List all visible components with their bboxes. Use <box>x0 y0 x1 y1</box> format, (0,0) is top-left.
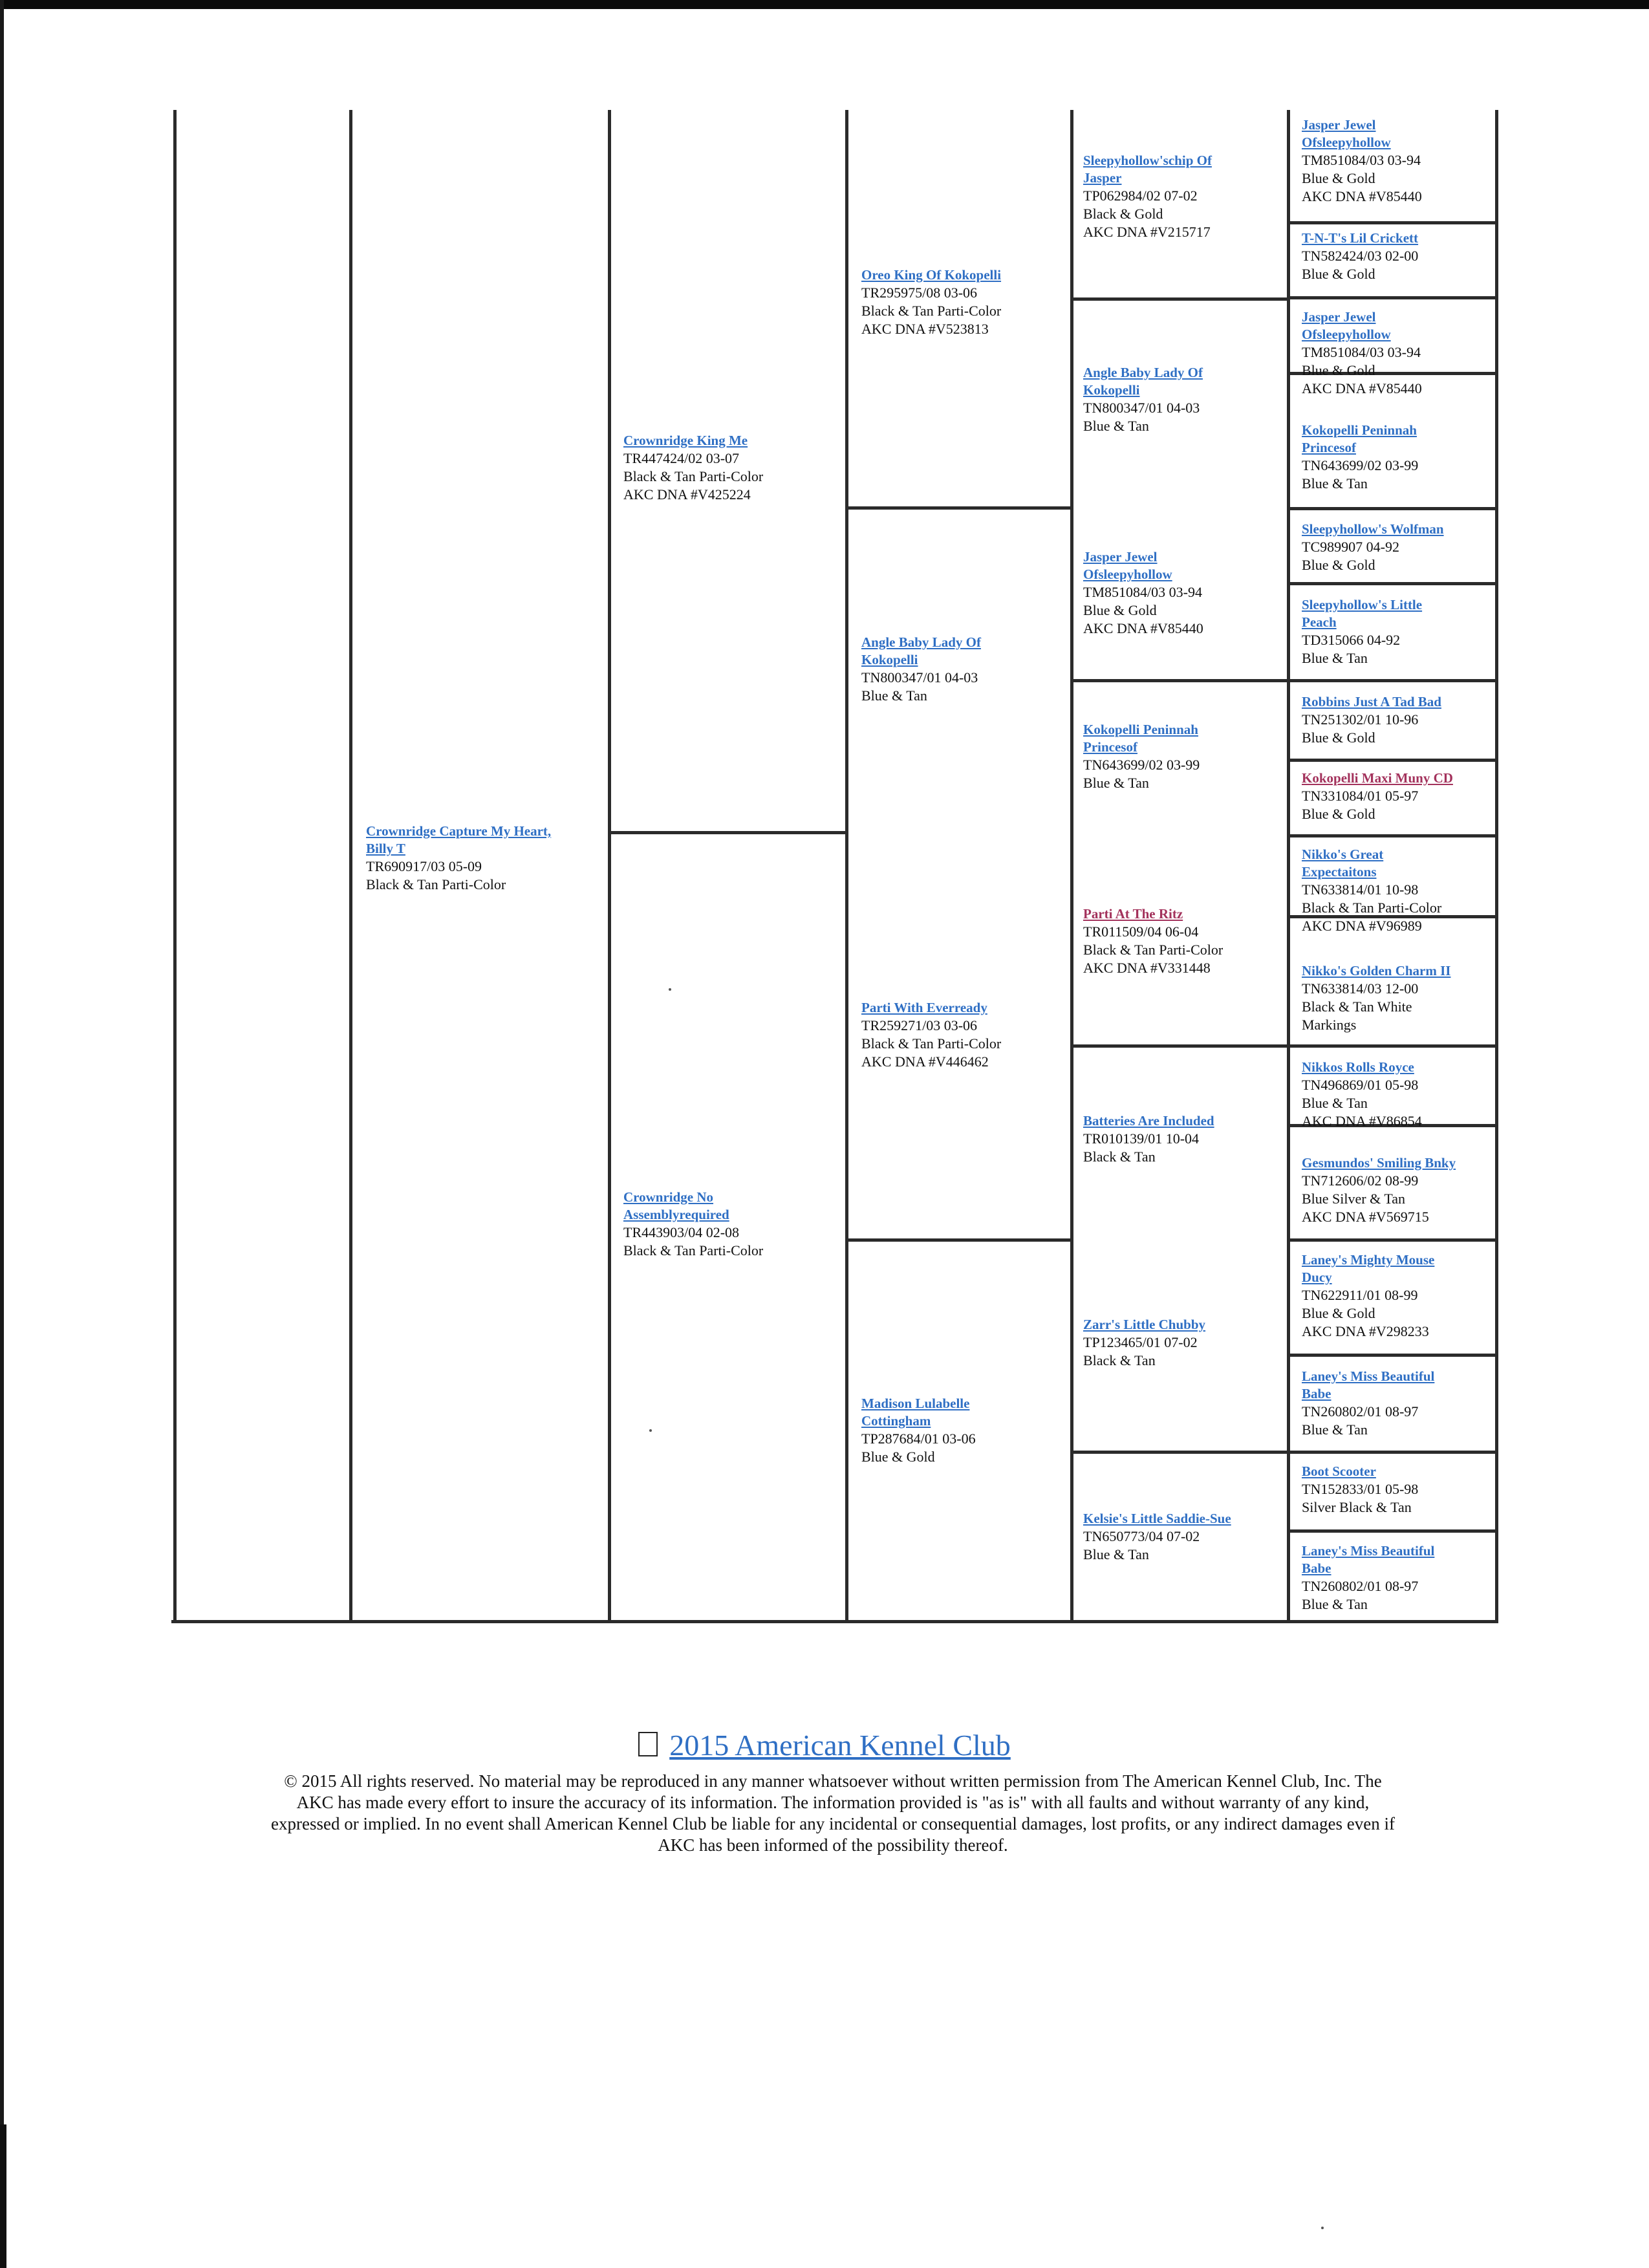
grid-horizontal-line <box>1287 582 1498 585</box>
pedigree-entry <box>1302 422 1418 493</box>
dog-detail-line: TN152833/01 05-98 <box>1302 1481 1419 1497</box>
dog-detail-line: Black & Tan Parti-Color <box>623 1242 764 1258</box>
dog-detail-line: Black & Tan Parti-Color <box>623 468 764 484</box>
dog-name-link[interactable]: Princesof <box>1302 440 1356 455</box>
dog-detail-line: Black & Tan <box>1083 1352 1156 1368</box>
dog-name-link[interactable]: Babe <box>1302 1561 1331 1576</box>
pedigree-entry <box>1302 1059 1422 1130</box>
dog-detail-line: AKC DNA #V215717 <box>1083 224 1211 240</box>
dog-name-link[interactable]: Assemblyrequired <box>623 1207 729 1222</box>
grid-horizontal-line <box>845 1238 1073 1242</box>
grid-horizontal-line <box>1070 1451 1290 1454</box>
pedigree-entry <box>1083 152 1212 241</box>
dog-detail-line: AKC DNA #V96989 <box>1302 918 1422 934</box>
dog-detail-line: TR443903/04 02-08 <box>623 1224 740 1240</box>
grid-horizontal-line <box>1070 297 1290 301</box>
dog-name-link[interactable]: Crownridge Capture My Heart, <box>366 823 552 839</box>
dog-detail-line: TN800347/01 04-03 <box>1083 400 1200 416</box>
dog-name-link[interactable]: Batteries Are Included <box>1083 1113 1214 1129</box>
dog-detail-line: TN643699/02 03-99 <box>1302 457 1419 473</box>
footer-title <box>0 1728 1649 1762</box>
dog-detail-line: AKC DNA #V85440 <box>1302 380 1422 396</box>
pedigree-entry-col1 <box>366 823 551 894</box>
grid-vertical-line <box>845 110 848 1620</box>
registration-number: TR690917/03 05-09 <box>366 858 482 874</box>
dog-name-link[interactable]: Kokopelli <box>1083 382 1140 398</box>
pedigree-entry <box>1302 1154 1456 1226</box>
dog-name-link[interactable]: Expectaitons <box>1302 864 1377 880</box>
scan-top-edge <box>0 0 1649 9</box>
dog-detail-line: Blue & Tan <box>1302 1596 1368 1612</box>
dog-detail-line: Black & Tan Parti-Color <box>1302 900 1442 916</box>
dog-detail-line: TR447424/02 03-07 <box>623 450 740 466</box>
dog-name-link[interactable]: Sleepyhollow'schip Of <box>1083 153 1212 168</box>
dog-detail-line: TN582424/03 02-00 <box>1302 248 1419 264</box>
dog-name-link[interactable]: Oreo King Of Kokopelli <box>861 267 1002 283</box>
pedigree-entry <box>623 432 763 504</box>
dog-detail-line: TN251302/01 10-96 <box>1302 711 1419 728</box>
grid-horizontal-line <box>1287 1354 1498 1357</box>
pedigree-entry <box>1083 721 1200 792</box>
grid-horizontal-line <box>1287 507 1498 510</box>
dog-detail-line: Black & Tan Parti-Color <box>1083 942 1223 958</box>
dog-detail-line: TR010139/01 10-04 <box>1083 1130 1200 1147</box>
dog-detail-line: TN712606/02 08-99 <box>1302 1172 1419 1189</box>
dog-name-link[interactable]: Laney's Miss Beautiful <box>1302 1543 1435 1559</box>
grid-vertical-line <box>608 110 611 1620</box>
dog-detail-line: AKC DNA #V86854 <box>1302 1113 1422 1129</box>
disclaimer-line: AKC has been informed of the possibility thereof. <box>658 1835 1008 1855</box>
dog-name-link-cont[interactable]: Billy T <box>366 841 405 856</box>
grid-horizontal-line <box>171 1620 1498 1623</box>
pedigree-entry <box>1083 905 1223 977</box>
dog-detail-line: Blue & Gold <box>1302 806 1375 822</box>
grid-horizontal-line <box>1287 1451 1498 1454</box>
dog-detail-line: Blue & Gold <box>1302 362 1375 378</box>
dog-detail-line: TP123465/01 07-02 <box>1083 1334 1198 1350</box>
dog-name-link[interactable]: Jasper Jewel <box>1083 549 1158 565</box>
dog-name-link[interactable]: Zarr's Little Chubby <box>1083 1317 1206 1332</box>
dog-detail-line: TM851084/03 03-94 <box>1302 344 1421 360</box>
dog-detail-line: Blue & Tan <box>1083 418 1149 434</box>
pedigree-entry <box>1302 770 1453 823</box>
dog-name-link[interactable]: Laney's Miss Beautiful <box>1302 1368 1435 1384</box>
dog-name-link[interactable]: Nikkos Rolls Royce <box>1302 1059 1414 1075</box>
scan-speck <box>649 1429 652 1432</box>
dog-detail-line: AKC DNA #V425224 <box>623 486 751 502</box>
pedigree-entry <box>1302 962 1450 1034</box>
dog-detail-line: Blue & Tan <box>1083 1546 1149 1562</box>
dog-name-link[interactable]: Gesmundos' Smiling Bnky <box>1302 1155 1456 1171</box>
grid-horizontal-line <box>1287 679 1498 682</box>
pedigree-entry <box>1302 1368 1434 1439</box>
pedigree-entry <box>1302 693 1441 747</box>
pedigree-entry <box>861 266 1001 338</box>
pedigree-entry <box>861 1395 976 1466</box>
grid-horizontal-line <box>1287 1044 1498 1048</box>
dog-detail-line: Blue & Tan <box>1302 1095 1368 1111</box>
dog-detail-line: TN622911/01 08-99 <box>1302 1287 1418 1303</box>
dog-detail-line: TN496869/01 05-98 <box>1302 1077 1419 1093</box>
dog-name-link[interactable]: Parti With Everready <box>861 1000 987 1015</box>
dog-name-link[interactable]: Madison Lulabelle <box>861 1396 970 1411</box>
grid-horizontal-line <box>1287 759 1498 762</box>
dog-detail-line: TR295975/08 03-06 <box>861 285 978 301</box>
grid-horizontal-line <box>1287 1238 1498 1242</box>
dog-detail-line: Blue & Tan <box>1302 475 1368 491</box>
scan-left-edge-lower <box>0 2124 6 2268</box>
grid-horizontal-line <box>1287 834 1498 837</box>
dog-detail-line: TM851084/03 03-94 <box>1083 584 1202 600</box>
grid-horizontal-line <box>1287 221 1498 224</box>
dog-detail-line: Black & Tan Parti-Color <box>861 1035 1002 1052</box>
dog-detail-line: TP062984/02 07-02 <box>1083 188 1198 204</box>
dog-detail-line: Blue & Tan <box>1083 775 1149 791</box>
dog-detail-line: TM851084/03 03-94 <box>1302 152 1421 168</box>
dog-detail-line: AKC DNA #V523813 <box>861 321 989 337</box>
pedigree-entry <box>1302 521 1444 574</box>
dog-detail-line: TN633814/03 12-00 <box>1302 980 1419 997</box>
grid-horizontal-line <box>1070 679 1290 682</box>
dog-name-link[interactable]: Boot Scooter <box>1302 1463 1376 1479</box>
dog-detail-line: Blue & Gold <box>1302 729 1375 746</box>
dog-detail-line: TD315066 04-92 <box>1302 632 1401 648</box>
scan-speck <box>669 988 671 991</box>
dog-name-link[interactable]: Ofsleepyhollow <box>1302 135 1391 150</box>
dog-detail-line: TR259271/03 03-06 <box>861 1017 978 1033</box>
pedigree-entry <box>1083 548 1203 638</box>
dog-detail-line: Blue & Gold <box>861 1449 935 1465</box>
dog-detail-line: AKC DNA #V446462 <box>861 1053 989 1070</box>
dog-name-link[interactable]: Angle Baby Lady Of <box>1083 365 1203 380</box>
dog-name-link[interactable]: Robbins Just A Tad Bad <box>1302 694 1441 709</box>
dog-detail-line: TN800347/01 04-03 <box>861 669 978 686</box>
pedigree-entry <box>1302 846 1441 935</box>
pedigree-entry <box>623 1189 763 1260</box>
dog-name-link[interactable]: Laney's Mighty Mouse <box>1302 1252 1435 1268</box>
dog-detail-line: Blue Silver & Tan <box>1302 1191 1405 1207</box>
akc-copyright-link[interactable]: 2015 American Kennel Club <box>669 1729 1011 1762</box>
dog-detail-line: Blue & Gold <box>1302 1305 1375 1321</box>
dog-detail-line: TN260802/01 08-97 <box>1302 1403 1419 1420</box>
disclaimer-line: expressed or implied. In no event shall American Kennel Club be liable for any incidental or consequential damages, lost profits, or any indirect damages even if <box>271 1814 1395 1833</box>
dog-name-link[interactable]: Jasper Jewel <box>1302 117 1376 133</box>
dog-name-link[interactable]: Princesof <box>1083 739 1137 755</box>
dog-name-link[interactable]: Ofsleepyhollow <box>1083 567 1172 582</box>
dog-name-link[interactable]: Kokopelli Peninnah <box>1083 722 1198 737</box>
disclaimer-line: © 2015 All rights reserved. No material may be reproduced in any manner whatsoever without written permission from The American Kennel Club, Inc. The <box>284 1771 1382 1791</box>
dog-detail-line: Blue & Tan <box>1302 650 1368 666</box>
scan-speck <box>1321 2227 1324 2229</box>
dog-detail-line: Black & Gold <box>1083 206 1163 222</box>
grid-vertical-line <box>173 110 177 1620</box>
dog-name-link[interactable]: Ducy <box>1302 1269 1332 1285</box>
dog-name-link[interactable]: Sleepyhollow's Little <box>1302 597 1423 612</box>
missing-glyph-icon <box>638 1732 658 1756</box>
dog-detail-line: Blue & Gold <box>1302 170 1375 186</box>
dog-name-link[interactable]: Peach <box>1302 614 1337 630</box>
dog-name-link[interactable]: Ofsleepyhollow <box>1302 327 1391 342</box>
dog-detail-line: Blue & Tan <box>1302 1421 1368 1438</box>
dog-name-link[interactable]: Kokopelli Peninnah <box>1302 422 1417 438</box>
dog-detail-line: Black & Tan <box>1083 1149 1156 1165</box>
grid-vertical-line <box>1495 110 1498 1620</box>
grid-horizontal-line <box>1070 1044 1290 1048</box>
grid-vertical-line <box>1287 110 1290 1620</box>
dog-name-link[interactable]: Crownridge No <box>623 1189 714 1205</box>
pedigree-entry <box>1302 596 1422 667</box>
pedigree-entry <box>1302 1542 1434 1614</box>
dog-detail-line: AKC DNA #V569715 <box>1302 1209 1429 1225</box>
pedigree-entry <box>1302 230 1418 283</box>
pedigree-entry <box>1302 1251 1434 1341</box>
dog-detail-line: AKC DNA #V85440 <box>1302 188 1422 204</box>
disclaimer-line: AKC has made every effort to insure the accuracy of its information. The information provided is "as is" with all faults and without warranty of any kind, <box>296 1793 1370 1812</box>
dog-detail-line: TR011509/04 06-04 <box>1083 923 1199 940</box>
dog-detail-line: TP287684/01 03-06 <box>861 1431 976 1447</box>
grid-vertical-line <box>349 110 352 1620</box>
pedigree-entry <box>1083 364 1203 435</box>
dog-detail-line: TN650773/04 07-02 <box>1083 1528 1200 1544</box>
dog-name-link[interactable]: Babe <box>1302 1386 1331 1401</box>
pedigree-entry <box>1302 1463 1418 1517</box>
dog-detail-line: Blue & Tan <box>861 687 927 704</box>
dog-name-link[interactable]: Cottingham <box>861 1413 931 1429</box>
footer-disclaimer <box>173 1771 1493 1856</box>
dog-detail-line: Blue & Gold <box>1302 557 1375 573</box>
dog-name-link[interactable]: Nikko's Great <box>1302 847 1384 862</box>
dog-detail-line: Black & Tan White <box>1302 999 1412 1015</box>
dog-detail-line: TC989907 04-92 <box>1302 539 1399 555</box>
dog-name-link[interactable]: T-N-T's Lil Crickett <box>1302 230 1419 246</box>
dog-name-link[interactable]: Kokopelli Maxi Muny CD <box>1302 770 1453 786</box>
dog-name-link[interactable]: Parti At The Ritz <box>1083 906 1183 922</box>
dog-detail-line: Markings <box>1302 1017 1357 1033</box>
dog-name-link[interactable]: Kelsie's Little Saddie-Sue <box>1083 1511 1231 1526</box>
dog-detail-line: TN331084/01 05-97 <box>1302 788 1419 804</box>
dog-detail-line: TN633814/01 10-98 <box>1302 881 1419 898</box>
dog-detail-line: AKC DNA #V85440 <box>1083 620 1203 636</box>
dog-name-link[interactable]: Jasper <box>1083 170 1122 186</box>
grid-horizontal-line <box>608 831 848 834</box>
grid-horizontal-line <box>1287 296 1498 299</box>
pedigree-entry <box>861 999 1001 1071</box>
dog-name-link[interactable]: Jasper Jewel <box>1302 309 1376 325</box>
pedigree-entry <box>1302 308 1422 398</box>
dog-detail-line: AKC DNA #V298233 <box>1302 1323 1429 1339</box>
dog-detail-line: TN260802/01 08-97 <box>1302 1578 1419 1594</box>
dog-name-link[interactable]: Nikko's Golden Charm II <box>1302 963 1451 978</box>
dog-name-link[interactable]: Crownridge King Me <box>623 433 748 448</box>
dog-detail-line: Blue & Gold <box>1083 602 1157 618</box>
dog-name-link[interactable]: Angle Baby Lady Of <box>861 634 981 650</box>
pedigree-entry <box>1083 1112 1214 1166</box>
dog-detail-line: Blue & Gold <box>1302 266 1375 282</box>
dog-name-link[interactable]: Sleepyhollow's Wolfman <box>1302 521 1444 537</box>
dog-detail-line: AKC DNA #V331448 <box>1083 960 1211 976</box>
pedigree-entry <box>1083 1316 1205 1370</box>
scan-left-edge <box>0 0 4 2268</box>
pedigree-entry <box>1083 1510 1231 1564</box>
dog-detail-line: Silver Black & Tan <box>1302 1499 1412 1515</box>
coat-color: Black & Tan Parti-Color <box>366 876 506 892</box>
dog-name-link[interactable]: Kokopelli <box>861 652 918 667</box>
grid-horizontal-line <box>845 506 1073 510</box>
grid-horizontal-line <box>1287 1529 1498 1533</box>
pedigree-entry <box>1302 116 1422 206</box>
dog-detail-line: TN643699/02 03-99 <box>1083 757 1200 773</box>
dog-detail-line: Black & Tan Parti-Color <box>861 303 1002 319</box>
pedigree-entry <box>861 634 981 705</box>
grid-vertical-line <box>1070 110 1073 1620</box>
